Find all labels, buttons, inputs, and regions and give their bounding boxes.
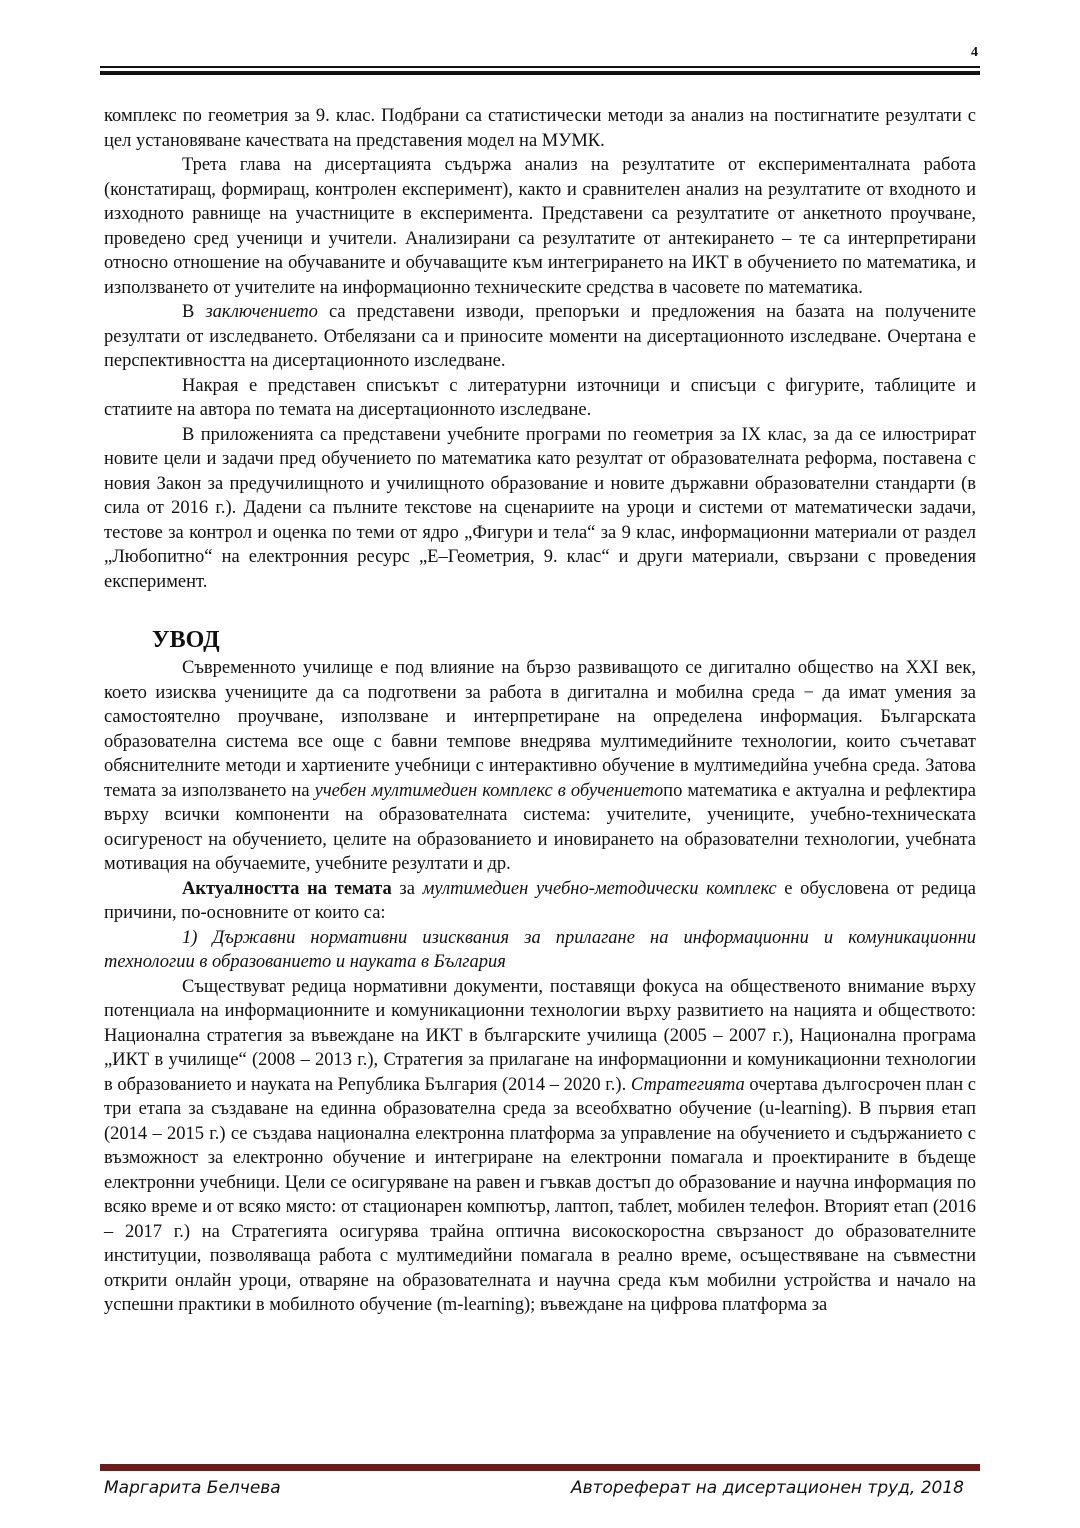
text-run: Стратегията bbox=[630, 1074, 745, 1095]
text-run: учебен мултимедиен комплекс в обучението bbox=[314, 780, 664, 801]
footer-author: Маргарита Белчева bbox=[104, 1478, 281, 1498]
text-run: 1) Държавни нормативни изисквания за прилагане на информационни и комуникационни технологии в образованието и науката в България bbox=[104, 927, 976, 972]
paragraph bbox=[104, 153, 976, 300]
paragraph bbox=[104, 975, 976, 1318]
text-run: В приложенията са представени учебните програми по геометрия за IX клас, за да се илюстрират новите цели и задачи пред обучението по математика като резултат от образователната реформа, поставена с новия Закон за предучилищното и училищното образование и новите държавни образователни стандарти (в сила от 2016 г.). Дадени са пълните текстове на сценариите на уроци и системи от математически задачи, тестове за контрол и оценка по теми от ядро „Фигури и тела“ за 9 клас, информационни материали от раздел „Любопитно“ на електронния ресурс „Е–Геометрия, 9. клас“ и други материали, свързани с проведения експеримент. bbox=[104, 424, 976, 592]
text-run: Актуалността на темата bbox=[182, 878, 392, 899]
paragraph bbox=[104, 656, 976, 877]
text-run: е обусловена от редица причини, по-основните от които са: bbox=[104, 878, 976, 923]
footer-rule bbox=[100, 1464, 980, 1471]
paragraph bbox=[104, 926, 976, 975]
text-run: са представени изводи, препоръки и предложения на базата на получените резултати от изследването. Отбелязани са и приносите моменти на дисертационното изследване. Очертана е перспективността на дисертационното изследване. bbox=[104, 302, 976, 371]
footer-document-title: Автореферат на дисертационен труд, 2018 bbox=[570, 1478, 964, 1498]
paragraph bbox=[104, 300, 976, 374]
paragraph bbox=[104, 374, 976, 423]
intro-text-block bbox=[104, 104, 976, 594]
text-run: комплекс по геометрия за 9. клас. Подбрани са статистически методи за анализ на постигнатите резултати с цел установяване качествата на представения модел на МУМК. bbox=[104, 106, 976, 151]
text-run: мултимедиен учебно-методически комплекс bbox=[422, 878, 777, 899]
section-text-block bbox=[104, 656, 976, 1318]
text-run: Съвременното училище е под влияние на бързо развиващото се дигитално общество на XXI век, което изисква учениците да са подготвени за работа в дигитална и мобилна среда − да имат умения за самостоятелно проучване, използване и интерпретиране на определена информация. Българската образователна система все още с бавни темпове внедрява мултимедийните технологии, които съчетават обяснителните методи и хартиените учебници с интерактивно обучение в мултимедийна учебна среда. Затова темата за използването на bbox=[104, 658, 976, 801]
paragraph bbox=[104, 423, 976, 595]
section-title: УВОД bbox=[152, 627, 220, 653]
page-footer bbox=[104, 1478, 964, 1502]
page-body bbox=[104, 104, 976, 1318]
text-run: за bbox=[391, 878, 423, 899]
text-run: очертава дългосрочен план с три етапа за създаване на единна образователна среда за всеобхватно обучение (u-learning). В първия етап (2014 – 2015 г.) се създава национална електронна платформа за управление на обучението и съдържанието с възможност за електронно обучение и интегриране на електронни помагала и проектираните в бъдеще електронни учебници. Цели се осигуряване на равен и гъвкав достъп до образование и научна информация по всяко време и от всяко място: от стационарен компютър, лаптоп, таблет, мобилен телефон. Вторият етап (2016 – 2017 г.) на Стратегията осигурява трайна оптична високоскоростна свързаност до образователните институции, позволяваща работа с мултимедийни помагала в реално време, осъществяване на съвместни открити онлайн уроци, отваряне на образователната и научна среда към мобилни устройства и начало на успешни практики в мобилното обучение (m-learning); въвеждане на цифрова платформа за bbox=[104, 1074, 976, 1315]
paragraph bbox=[104, 104, 976, 153]
page-number: 4 bbox=[971, 45, 978, 60]
header-rule bbox=[100, 66, 980, 75]
paragraph bbox=[104, 877, 976, 926]
text-run: Трета глава на дисертацията съдържа анализ на резултатите от експерименталната работа (констатиращ, формиращ, контролен експеримент), както и сравнителен анализ на резултатите от входното и изходното равнище на участниците в експеримента. Представени са резултатите от анкетното проучване, проведено сред ученици и учители. Анализирани са резултатите от антекирането – те са интерпретирани относно отношение на обучаваните и обучаващите към интегрирането на ИКТ в обучението по математика, и използването от учителите на информационно техническите средства в часовете по математика. bbox=[104, 155, 976, 298]
text-run: по математика е актуална и рефлектира върху всички компоненти на образователната система: учителите, учениците, учебно-техническата осигуреност на обучението, целите на образованието и иновирането на образователни технологии, учебната мотивация на обучаемите, учебните резултати и др. bbox=[104, 780, 976, 874]
text-run: Съществуват редица нормативни документи, поставящи фокуса на общественото внимание върху потенциала на информационните и комуникационни технологии върху развитието на нацията и обществото: Национална стратегия за въвеждане на ИКТ в българските училища (2005 – 2007 г.), Национална програма „ИКТ в училище“ (2008 – 2013 г.), Стратегия за прилагане на информационни и комуникационни технологии в образованието и науката на Република България (2014 – 2020 г.). bbox=[104, 976, 976, 1095]
text-run: заключението bbox=[205, 302, 318, 322]
text-run: В bbox=[182, 302, 206, 322]
text-run: Накрая е представен списъкът с литературни източници и списъци с фигурите, таблиците и статиите на автора по темата на дисертационното изследване. bbox=[104, 375, 976, 420]
